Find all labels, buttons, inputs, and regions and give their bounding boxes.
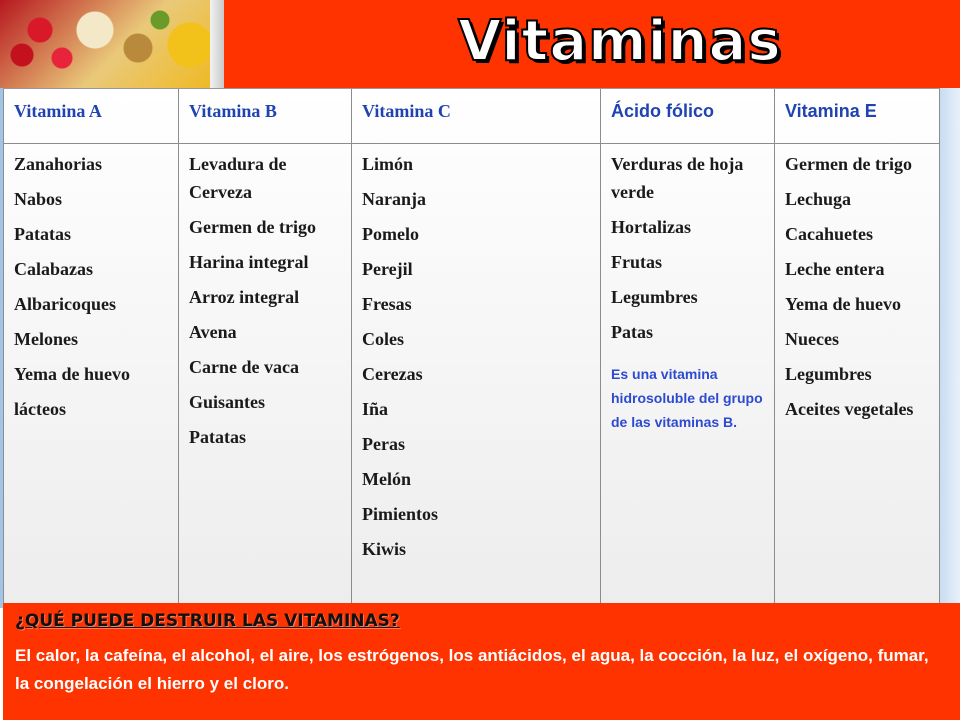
list-item: Calabazas (14, 259, 94, 279)
list-item: Frutas (611, 252, 662, 272)
list-item: Legumbres (785, 364, 872, 384)
title-banner (0, 0, 960, 88)
destroyers-heading: ¿QUÉ PUEDE DESTRUIR LAS VITAMINAS? (15, 611, 400, 631)
column-vitamina-c (352, 89, 601, 603)
list-item: Germen de trigo (189, 217, 316, 237)
column-header: Vitamina E (775, 89, 939, 144)
list-item: Limón (362, 154, 414, 174)
list-item: Nabos (14, 189, 63, 209)
list-item: Hortalizas (611, 217, 691, 237)
list-item: Guisantes (189, 392, 266, 412)
column-items (775, 144, 939, 423)
column-items (601, 144, 774, 434)
list-item: Nueces (785, 329, 839, 349)
vitamin-table (3, 88, 940, 603)
column-header: Vitamina B (179, 89, 351, 144)
list-item: Carne de vaca (189, 357, 299, 377)
list-item: Arroz integral (189, 287, 300, 307)
list-item: Cerezas (362, 364, 423, 384)
destroyers-panel (3, 603, 960, 720)
column-items (352, 144, 600, 563)
list-item: Cacahuetes (785, 224, 873, 244)
list-item: Perejil (362, 259, 413, 279)
list-item: Levadura de Cerveza (189, 154, 287, 202)
column-vitamina-e (775, 89, 940, 603)
list-item: Peras (362, 434, 405, 454)
list-item: Naranja (362, 189, 426, 209)
list-item: Albaricoques (14, 294, 117, 314)
list-item: Leche entera (785, 259, 885, 279)
column-header: Ácido fólico (601, 89, 774, 144)
list-item: Patatas (14, 224, 71, 244)
list-item: Fresas (362, 294, 412, 314)
column-header: Vitamina C (352, 89, 600, 144)
list-item: Pimientos (362, 504, 438, 524)
column-vitamina-b (179, 89, 352, 603)
column-items (4, 144, 178, 423)
list-item: Lechuga (785, 189, 852, 209)
fruit-photo (0, 0, 222, 88)
list-item: Iña (362, 399, 389, 419)
list-item: Yema de huevo (785, 294, 901, 314)
page-title: Vitaminas (458, 9, 782, 74)
list-item: Pomelo (362, 224, 419, 244)
list-item: Melón (362, 469, 411, 489)
column-vitamina-a (3, 89, 179, 603)
column-header: Vitamina A (4, 89, 178, 144)
list-item: Legumbres (611, 287, 698, 307)
column-acido-folico (601, 89, 775, 603)
photo-border (210, 0, 224, 88)
list-item: Aceites vegetales (785, 399, 914, 419)
column-items (179, 144, 351, 451)
list-item: Harina integral (189, 252, 309, 272)
list-item: Coles (362, 329, 404, 349)
list-item: Verduras de hoja verde (611, 154, 744, 202)
list-item: Avena (189, 322, 237, 342)
list-item: lácteos (14, 399, 66, 419)
list-item: Kiwis (362, 539, 407, 559)
list-item: Zanahorias (14, 154, 103, 174)
list-item: Melones (14, 329, 78, 349)
folic-acid-note: Es una vitamina hidrosoluble del grupo de las vitaminas B. (611, 366, 763, 430)
destroyers-text: El calor, la cafeína, el alcohol, el aire, los estrógenos, los antiácidos, el agua, la cocción, la luz, el oxígeno, fumar, la congelación el hierro y el cloro. (15, 646, 929, 693)
list-item: Patatas (189, 427, 246, 447)
list-item: Germen de trigo (785, 154, 912, 174)
list-item: Yema de huevo (14, 364, 130, 384)
list-item: Patas (611, 322, 653, 342)
